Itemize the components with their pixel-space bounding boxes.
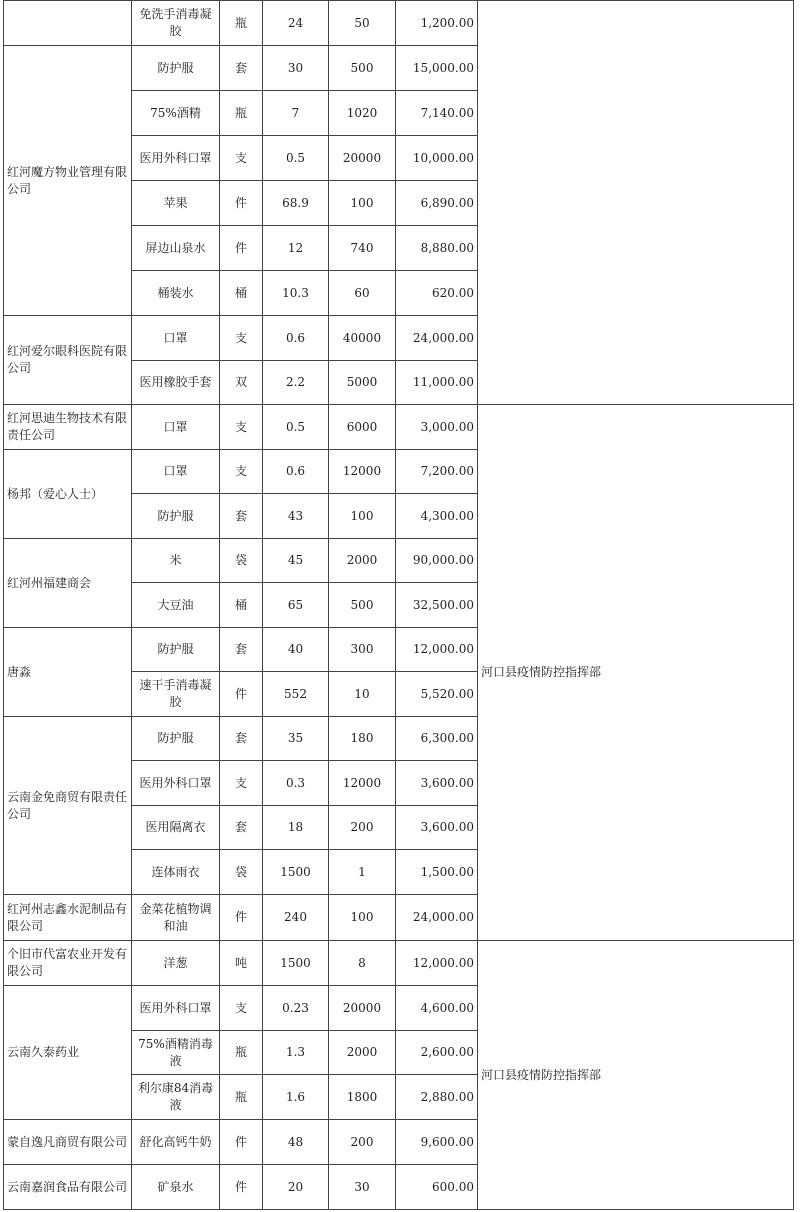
quantity-cell: 50 (329, 1, 396, 46)
quantity-cell: 30 (329, 1165, 396, 1210)
quantity-cell: 1020 (329, 91, 396, 136)
quantity-cell: 12000 (329, 450, 396, 494)
amount-cell: 3,000.00 (396, 405, 478, 450)
item-name-cell: 防护服 (132, 628, 220, 672)
unit-cell: 桶 (220, 271, 263, 316)
item-name-cell: 口罩 (132, 405, 220, 450)
quantity-cell: 6000 (329, 405, 396, 450)
unit-cell: 瓶 (220, 1075, 263, 1120)
amount-cell: 15,000.00 (396, 46, 478, 91)
donor-name-cell: 红河州福建商会 (4, 539, 132, 628)
unit-cell: 双 (220, 361, 263, 405)
item-name-cell: 矿泉水 (132, 1165, 220, 1210)
unit-price-cell: 1.6 (263, 1075, 329, 1120)
amount-cell: 2,880.00 (396, 1075, 478, 1120)
item-name-cell: 医用外科口罩 (132, 986, 220, 1031)
amount-cell: 32,500.00 (396, 583, 478, 628)
unit-price-cell: 1.3 (263, 1031, 329, 1075)
unit-price-cell: 2.2 (263, 361, 329, 405)
unit-price-cell: 20 (263, 1165, 329, 1210)
amount-cell: 6,890.00 (396, 181, 478, 226)
unit-cell: 袋 (220, 539, 263, 583)
unit-cell: 件 (220, 1120, 263, 1165)
quantity-cell: 740 (329, 226, 396, 271)
amount-cell: 3,600.00 (396, 806, 478, 850)
recipient-cell: 河口县疫情防控指挥部 (478, 941, 794, 1210)
recipient-cell: 河口县疫情防控指挥部 (478, 405, 794, 941)
donor-name-cell: 红河思迪生物技术有限责任公司 (4, 405, 132, 450)
amount-cell: 620.00 (396, 271, 478, 316)
unit-price-cell: 0.3 (263, 761, 329, 806)
item-name-cell: 医用隔离衣 (132, 806, 220, 850)
unit-cell: 支 (220, 761, 263, 806)
quantity-cell: 200 (329, 1120, 396, 1165)
item-name-cell: 医用外科口罩 (132, 761, 220, 806)
unit-cell: 桶 (220, 583, 263, 628)
unit-cell: 套 (220, 628, 263, 672)
unit-cell: 支 (220, 316, 263, 361)
donation-table (3, 0, 794, 1210)
quantity-cell: 100 (329, 895, 396, 941)
unit-price-cell: 12 (263, 226, 329, 271)
quantity-cell: 100 (329, 494, 396, 539)
amount-cell: 10,000.00 (396, 136, 478, 181)
table-row (4, 1, 794, 46)
donor-name-cell: 云南金免商贸有限责任公司 (4, 717, 132, 895)
unit-cell: 套 (220, 717, 263, 761)
item-name-cell: 大豆油 (132, 583, 220, 628)
item-name-cell: 免洗手消毒凝胶 (132, 1, 220, 46)
unit-price-cell: 0.6 (263, 316, 329, 361)
item-name-cell: 洋葱 (132, 941, 220, 986)
unit-price-cell: 18 (263, 806, 329, 850)
donor-name-cell: 红河魔方物业管理有限公司 (4, 46, 132, 316)
unit-cell: 件 (220, 226, 263, 271)
amount-cell: 11,000.00 (396, 361, 478, 405)
amount-cell: 4,300.00 (396, 494, 478, 539)
donor-name-cell: 红河州志鑫水泥制品有限公司 (4, 895, 132, 941)
quantity-cell: 200 (329, 806, 396, 850)
item-name-cell: 舒化高钙牛奶 (132, 1120, 220, 1165)
unit-price-cell: 35 (263, 717, 329, 761)
item-name-cell: 口罩 (132, 316, 220, 361)
unit-cell: 瓶 (220, 91, 263, 136)
quantity-cell: 40000 (329, 316, 396, 361)
donor-name-cell: 云南嘉润食品有限公司 (4, 1165, 132, 1210)
amount-cell: 7,140.00 (396, 91, 478, 136)
quantity-cell: 8 (329, 941, 396, 986)
quantity-cell: 5000 (329, 361, 396, 405)
amount-cell: 5,520.00 (396, 672, 478, 717)
amount-cell: 2,600.00 (396, 1031, 478, 1075)
unit-price-cell: 43 (263, 494, 329, 539)
amount-cell: 9,600.00 (396, 1120, 478, 1165)
amount-cell: 12,000.00 (396, 628, 478, 672)
recipient-cell (478, 1, 794, 405)
item-name-cell: 连体雨衣 (132, 850, 220, 895)
unit-cell: 支 (220, 136, 263, 181)
quantity-cell: 10 (329, 672, 396, 717)
item-name-cell: 75%酒精消毒液 (132, 1031, 220, 1075)
unit-cell: 支 (220, 450, 263, 494)
unit-cell: 支 (220, 986, 263, 1031)
quantity-cell: 20000 (329, 986, 396, 1031)
table-row (4, 405, 794, 450)
quantity-cell: 500 (329, 583, 396, 628)
unit-price-cell: 0.5 (263, 405, 329, 450)
donor-name-cell: 杨邦（爱心人士） (4, 450, 132, 539)
item-name-cell: 防护服 (132, 46, 220, 91)
unit-cell: 吨 (220, 941, 263, 986)
amount-cell: 1,200.00 (396, 1, 478, 46)
unit-cell: 瓶 (220, 1, 263, 46)
amount-cell: 24,000.00 (396, 316, 478, 361)
amount-cell: 600.00 (396, 1165, 478, 1210)
unit-price-cell: 45 (263, 539, 329, 583)
unit-cell: 支 (220, 405, 263, 450)
quantity-cell: 20000 (329, 136, 396, 181)
unit-cell: 件 (220, 672, 263, 717)
quantity-cell: 2000 (329, 1031, 396, 1075)
unit-price-cell: 0.23 (263, 986, 329, 1031)
item-name-cell: 金菜花植物调和油 (132, 895, 220, 941)
quantity-cell: 100 (329, 181, 396, 226)
amount-cell: 24,000.00 (396, 895, 478, 941)
item-name-cell: 桶装水 (132, 271, 220, 316)
amount-cell: 4,600.00 (396, 986, 478, 1031)
quantity-cell: 12000 (329, 761, 396, 806)
unit-price-cell: 48 (263, 1120, 329, 1165)
unit-price-cell: 0.5 (263, 136, 329, 181)
unit-price-cell: 240 (263, 895, 329, 941)
item-name-cell: 苹果 (132, 181, 220, 226)
unit-cell: 套 (220, 494, 263, 539)
unit-price-cell: 30 (263, 46, 329, 91)
donor-name-cell: 唐淼 (4, 628, 132, 717)
quantity-cell: 2000 (329, 539, 396, 583)
item-name-cell: 屏边山泉水 (132, 226, 220, 271)
item-name-cell: 75%酒精 (132, 91, 220, 136)
unit-price-cell: 65 (263, 583, 329, 628)
amount-cell: 1,500.00 (396, 850, 478, 895)
unit-price-cell: 40 (263, 628, 329, 672)
amount-cell: 3,600.00 (396, 761, 478, 806)
item-name-cell: 利尔康84消毒液 (132, 1075, 220, 1120)
donor-name-cell: 个旧市代富农业开发有限公司 (4, 941, 132, 986)
quantity-cell: 1 (329, 850, 396, 895)
unit-price-cell: 68.9 (263, 181, 329, 226)
amount-cell: 12,000.00 (396, 941, 478, 986)
table-row (4, 941, 794, 986)
unit-price-cell: 7 (263, 91, 329, 136)
donor-name-cell: 蒙自逸凡商贸有限公司 (4, 1120, 132, 1165)
quantity-cell: 180 (329, 717, 396, 761)
amount-cell: 6,300.00 (396, 717, 478, 761)
amount-cell: 90,000.00 (396, 539, 478, 583)
amount-cell: 8,880.00 (396, 226, 478, 271)
unit-price-cell: 552 (263, 672, 329, 717)
quantity-cell: 1800 (329, 1075, 396, 1120)
unit-cell: 瓶 (220, 1031, 263, 1075)
item-name-cell: 口罩 (132, 450, 220, 494)
item-name-cell: 速干手消毒凝胶 (132, 672, 220, 717)
quantity-cell: 500 (329, 46, 396, 91)
item-name-cell: 医用橡胶手套 (132, 361, 220, 405)
unit-cell: 件 (220, 895, 263, 941)
unit-cell: 件 (220, 1165, 263, 1210)
unit-cell: 件 (220, 181, 263, 226)
unit-price-cell: 1500 (263, 941, 329, 986)
unit-cell: 套 (220, 806, 263, 850)
donor-name-cell: 云南久泰药业 (4, 986, 132, 1120)
unit-price-cell: 1500 (263, 850, 329, 895)
unit-cell: 套 (220, 46, 263, 91)
item-name-cell: 米 (132, 539, 220, 583)
quantity-cell: 300 (329, 628, 396, 672)
item-name-cell: 医用外科口罩 (132, 136, 220, 181)
amount-cell: 7,200.00 (396, 450, 478, 494)
quantity-cell: 60 (329, 271, 396, 316)
unit-price-cell: 0.6 (263, 450, 329, 494)
donor-name-cell: 红河爱尔眼科医院有限公司 (4, 316, 132, 405)
donor-name-cell (4, 1, 132, 46)
unit-price-cell: 24 (263, 1, 329, 46)
item-name-cell: 防护服 (132, 717, 220, 761)
item-name-cell: 防护服 (132, 494, 220, 539)
unit-cell: 袋 (220, 850, 263, 895)
unit-price-cell: 10.3 (263, 271, 329, 316)
